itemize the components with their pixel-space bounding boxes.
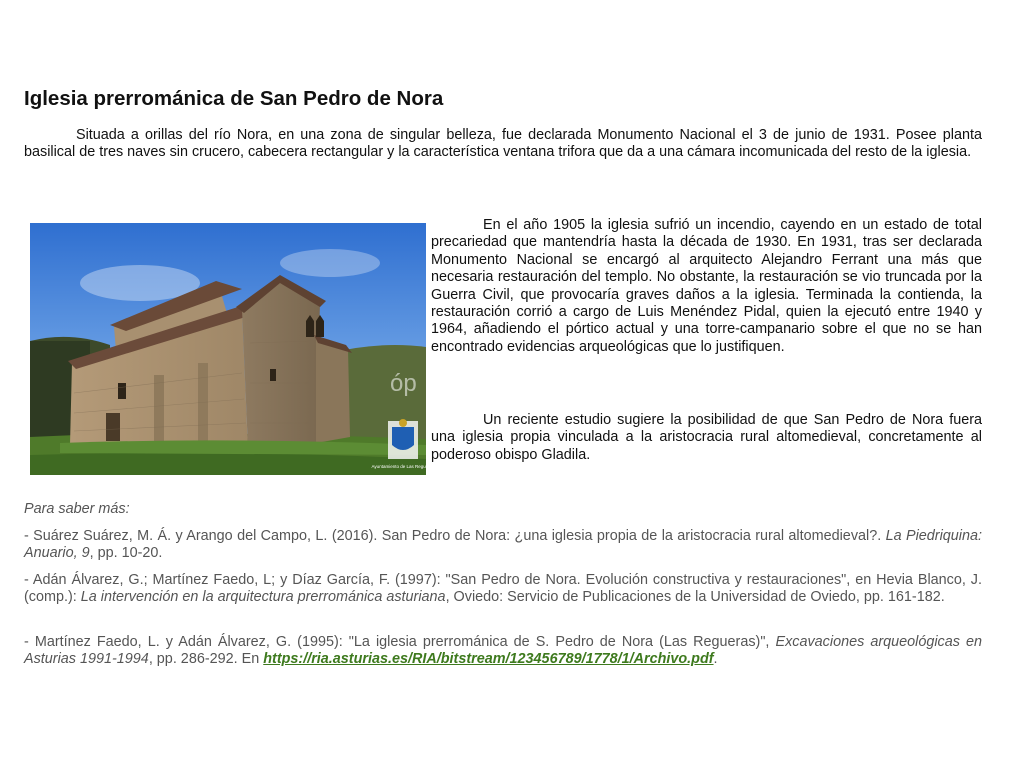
reference-pages: , Oviedo: Servicio de Publicaciones de la Universidad de Oviedo, pp. 161-182. — [445, 589, 945, 606]
crest-caption: Ayuntamiento de Las Regueras — [371, 464, 435, 469]
reference-pages: , pp. 10-20. — [89, 545, 163, 562]
reference-link[interactable]: https://ria.asturias.es/RIA/bitstream/123456789/1778/1/Archivo.pdf — [263, 651, 714, 668]
reference-item — [24, 634, 982, 669]
reference-text: - Adán Álvarez, G.; Martínez Faedo, L; y Díaz García, F. (1997): "San Pedro de Nora. Evolución constructiva y restauraciones", en Hevia Blanco, J. (comp.): — [24, 572, 982, 606]
church-photo — [30, 223, 435, 475]
reference-source: La Piedriquina: Anuario, 9 — [24, 528, 983, 562]
municipal-crest-icon — [388, 419, 418, 459]
reference-item — [24, 572, 982, 607]
reference-pages: , pp. 286-292. En — [148, 651, 264, 668]
reference-text: - Suárez Suárez, M. Á. y Arango del Campo, L. (2016). San Pedro de Nora: ¿una iglesia propia de la aristocracia rural altomedieval?. — [24, 528, 886, 544]
reference-item — [24, 528, 982, 563]
reference-text: - Martínez Faedo, L. y Adán Álvarez, G. (1995): "La iglesia prerrománica de S. Pedro de Nora (Las Regueras)", — [24, 634, 776, 650]
further-reading-heading: Para saber más: — [24, 501, 130, 517]
reference-end: . — [713, 651, 718, 668]
reference-source: La intervención en la arquitectura prerrománica asturiana — [80, 589, 446, 606]
reference-source: Excavaciones arqueológicas en Asturias 1991-1994 — [24, 634, 982, 668]
page-title: Iglesia prerrománica de San Pedro de Nora — [24, 87, 444, 110]
study-paragraph: Un reciente estudio sugiere la posibilidad de que San Pedro de Nora fuera una iglesia propia vinculada a la aristocracia rural altomedieval, concretamente al poderoso obispo Gladila. — [431, 412, 982, 463]
intro-paragraph: Situada a orillas del río Nora, en una zona de singular belleza, fue declarada Monumento Nacional el 3 de junio de 1931. Posee planta basilical de tres naves sin crucero, cabecera rectangular y la característica ventana trifora que da a una cámara incomunicada del resto de la iglesia. — [24, 127, 982, 161]
photo-watermark: óp — [390, 370, 417, 397]
history-paragraph: En el año 1905 la iglesia sufrió un incendio, cayendo en un estado de total precariedad que mantendría hasta la década de 1930. En 1931, tras ser declarada Monumento Nacional se encargó al arquitecto Alejandro Ferrant una más que necesaria restauración del templo. No obstante, la restauración se vio truncada por la Guerra Civil, que provocaría graves daños a la iglesia. Terminada la contienda, la restauración corrió a cargo de Luis Menéndez Pidal, quien la ejecutó entre 1940 y 1964, añadiendo el pórtico actual y una torre-campanario sobre el que no se han encontrado evidencias arqueológicas que lo justifiquen. — [431, 217, 982, 355]
